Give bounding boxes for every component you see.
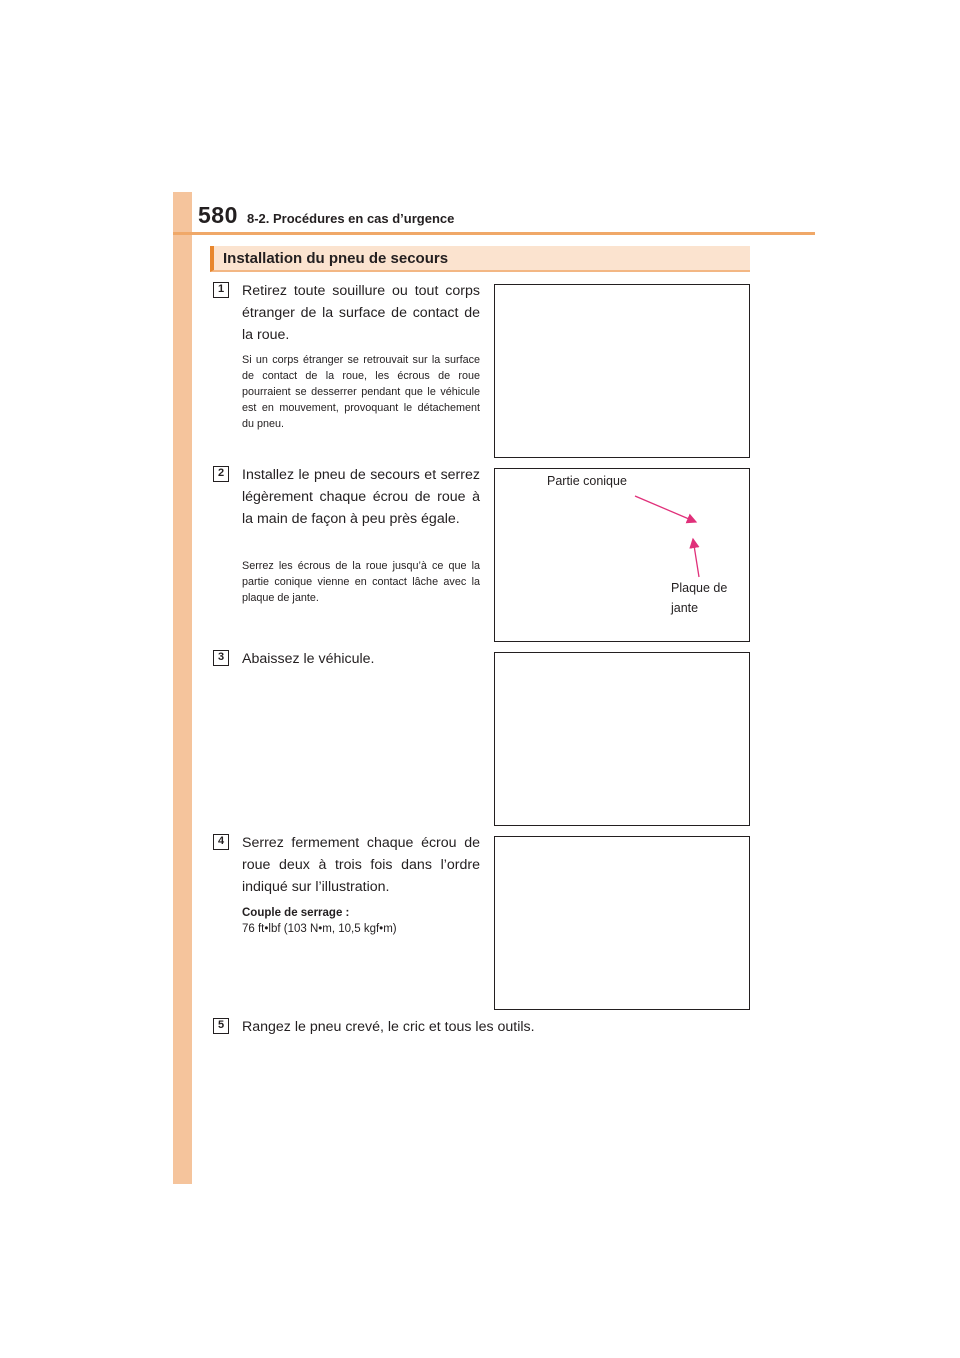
chapter-title: 8-2. Procédures en cas d’urgence	[247, 211, 455, 226]
section-heading	[210, 246, 750, 272]
side-margin-band	[173, 192, 192, 1184]
step-number-4: 4	[213, 834, 229, 850]
step-4-text: Serrez fermement chaque écrou de roue deux à trois fois dans l’ordre indiqué sur l’illustration.	[242, 835, 480, 895]
step-1-text: Retirez toute souillure ou tout corps étranger de la surface de contact de la roue.	[242, 283, 480, 343]
step-number-1: 1	[213, 282, 229, 298]
torque-value: 76 ft•lbf (103 N•m, 10,5 kgf•m)	[242, 923, 397, 935]
step-3-text: Abaissez le véhicule.	[242, 651, 375, 667]
step-2-note: Serrez les écrous de la roue jusqu’à ce que la partie conique vienne en contact lâche avec la plaque de jante.	[242, 560, 480, 604]
step-5-text: Rangez le pneu crevé, le cric et tous les outils.	[242, 1019, 535, 1035]
arrow-tapered-part	[635, 496, 696, 522]
callout-arrows	[495, 469, 749, 641]
arrow-wheel-plate	[693, 539, 699, 577]
step-number-3: 3	[213, 650, 229, 666]
label-tapered-part: Partie conique	[547, 474, 627, 488]
header-rule	[173, 232, 815, 235]
figure-step-1	[494, 284, 750, 458]
figure-step-4	[494, 836, 750, 1010]
section-title: Installation du pneu de secours	[223, 250, 449, 267]
step-number-2: 2	[213, 466, 229, 482]
label-wheel-plate-1: Plaque de	[671, 581, 728, 595]
step-number-5: 5	[213, 1018, 229, 1034]
label-wheel-plate-2: jante	[671, 601, 699, 615]
step-1-note: Si un corps étranger se retrouvait sur la surface de contact de la roue, les écrous de roue pourraient se desserrer pendant que le véhicule est en mouvement, provoquant le détachement du pneu.	[242, 354, 480, 430]
figure-step-3	[494, 652, 750, 826]
torque-title: Couple de serrage :	[242, 907, 350, 919]
step-2-text: Installez le pneu de secours et serrez légèrement chaque écrou de roue à la main de façon à peu près égale.	[242, 467, 480, 527]
figure-step-2	[494, 468, 750, 642]
page-number: 580	[198, 202, 238, 228]
